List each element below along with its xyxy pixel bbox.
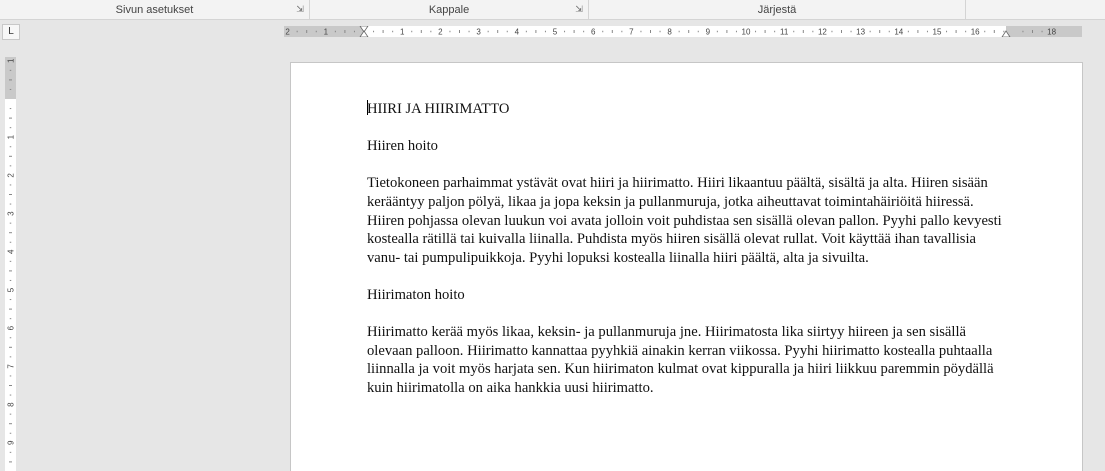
page-setup-dialog-launcher-icon[interactable]: ⇲ (296, 4, 304, 14)
ruler-number: 18 (1047, 27, 1057, 37)
section-heading[interactable]: Hiirimaton hoito (367, 286, 465, 303)
ruler-number: 6 (590, 27, 596, 37)
ruler-number: 7 (6, 364, 16, 369)
ruler-number: 11 (780, 27, 789, 37)
ruler-number: 14 (894, 27, 904, 37)
ruler-number: 7 (629, 27, 634, 37)
ruler-number: 5 (552, 27, 558, 37)
horizontal-ruler[interactable] (284, 26, 1082, 37)
ruler-number: 2 (438, 27, 443, 37)
ruler-number: 2 (285, 27, 290, 37)
ribbon-group-label: Kappale (428, 4, 470, 16)
ruler-number: 3 (476, 27, 481, 37)
document-page[interactable] (290, 62, 1083, 471)
ruler-number: 9 (705, 27, 711, 37)
ruler-number: 15 (932, 27, 942, 37)
section-paragraph[interactable]: Hiirimatto kerää myös likaa, keksin- ja pullanmuruja jne. Hiirimatosta lika siirtyy hiireen ja sen sisällä olevaan palloon. Hiirimatto kannattaa pyyhkiä ainakin kerran viikossa. Pyyhi hiirimatto kostealla puhtaalla liinnalla ja voit myös harjata sen. Kun hiirimaton kulmat ovat kippuralla ja hiiri liikkuu paremmin pöydällä kuin hiirimatolla on aika hankkia uusi hiirimatto. (367, 324, 994, 396)
document-title[interactable]: HIIRI JA HIIRIMATTO (367, 101, 510, 117)
ruler-number: 4 (6, 249, 16, 255)
ribbon-group-labels (0, 0, 1105, 20)
ruler-number: 2 (6, 173, 16, 178)
ruler-number: 5 (6, 287, 16, 293)
ruler-number: 1 (323, 27, 329, 37)
document-body[interactable] (367, 100, 1007, 416)
ruler-number: 1 (6, 58, 16, 64)
ruler-number: 13 (856, 27, 866, 37)
vertical-ruler[interactable] (5, 57, 16, 471)
ruler-number: 8 (6, 402, 16, 407)
ruler-number: 3 (6, 211, 16, 216)
ruler-number: 8 (667, 27, 672, 37)
ribbon-group-paragraph (310, 0, 589, 20)
ruler-number: 6 (6, 325, 16, 331)
ribbon-group-label: Järjestä (757, 4, 797, 16)
ruler-number: 1 (399, 27, 405, 37)
ruler-number: 9 (6, 440, 16, 446)
section-paragraph[interactable]: Tietokoneen parhaimmat ystävät ovat hiiri ja hiirimatto. Hiiri likaantuu päältä, sisältä ja alta. Hiiren sisään kerääntyy paljon pölyä, likaa ja jopa keksin ja pullanmuruja, jotka aiheuttavat toimintahäiriöitä hiiressä. Hiiren pohjassa olevan luukun voi avata jolloin voit puhdistaa sen sisällä olevan pallon. Pyyhi pallo kevyesti kostealla rätillä tai kuivalla liinalla. Puhdista myös hiiren sisällä olevat rullat. Voit käyttää ihan tavallisia vanu- tai pumpulipuikkoja. Pyyhi lopuksi kostealla liinalla hiiri päältä, alta ja sivuilta. (367, 175, 1002, 266)
ribbon-group-page-setup (0, 0, 310, 20)
paragraph-dialog-launcher-icon[interactable]: ⇲ (575, 4, 583, 14)
ruler-number: 10 (741, 27, 751, 37)
ribbon-group-arrange (589, 0, 966, 20)
ruler-number: 12 (817, 27, 827, 37)
ruler-number: 4 (514, 27, 520, 37)
ruler-number: 16 (970, 27, 980, 37)
tab-selector-label: L (8, 26, 14, 37)
ribbon-group-label: Sivun asetukset (115, 4, 194, 16)
ruler-number: 1 (6, 134, 16, 140)
tab-selector-button[interactable] (2, 24, 20, 40)
section-heading[interactable]: Hiiren hoito (367, 138, 438, 155)
